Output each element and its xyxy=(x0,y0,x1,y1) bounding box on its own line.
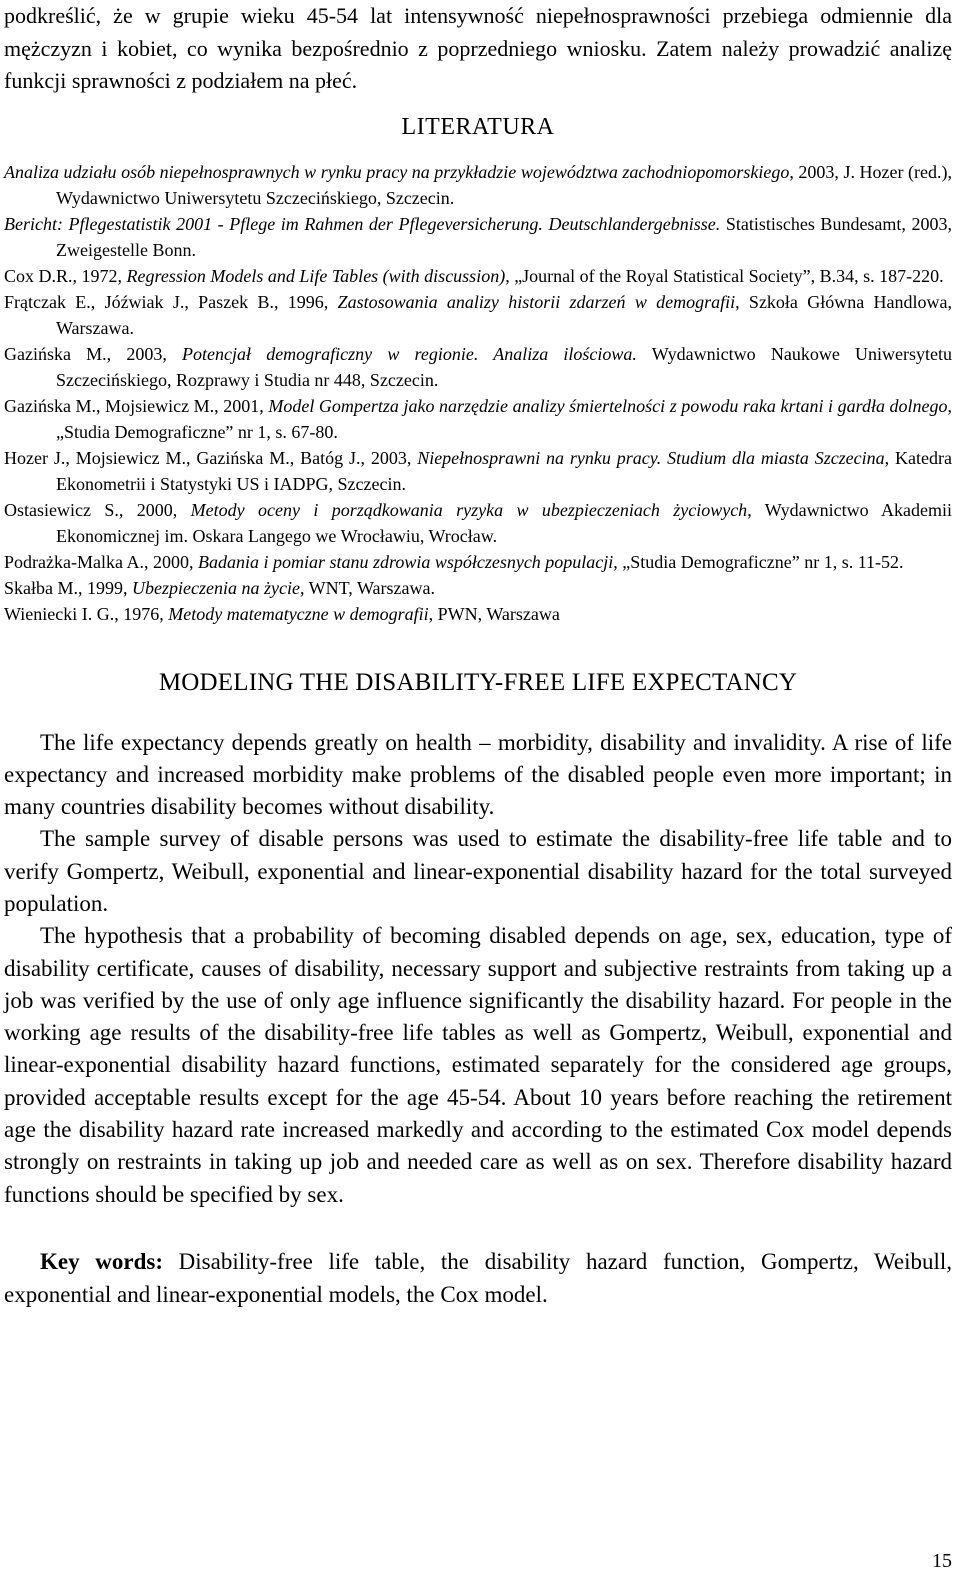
reference-text: , Szkoła Główna Handlowa, Warszawa. xyxy=(56,291,952,338)
reference-item xyxy=(4,497,952,549)
reference-text: , PWN, Warszawa xyxy=(428,603,560,624)
reference-title: Metody matematyczne w demografii xyxy=(168,603,429,624)
reference-list xyxy=(4,159,952,627)
reference-item xyxy=(4,341,952,393)
literature-heading: LITERATURA xyxy=(401,113,555,140)
intro-paragraph: podkreślić, że w grupie wieku 45-54 lat intensywność niepełnosprawności przebiega odmiennie dla mężczyzn i kobiet, co wynika bezpośrednio z poprzedniego wniosku. Zatem należy prowadzić analizę funkcji sprawności z podziałem na płeć. xyxy=(4,3,952,93)
reference-title: Badania i pomiar stanu zdrowia współczesnych populacji xyxy=(197,551,614,572)
reference-text: , WNT, Warszawa. xyxy=(299,577,435,598)
reference-item xyxy=(4,393,952,445)
reference-text: Wydawnictwo Naukowe Uniwersytetu Szczecińskiego, Rozprawy i Studia nr 448, Szczecin. xyxy=(56,343,952,390)
reference-item xyxy=(4,575,952,601)
reference-text: Gazińska M., 2003, xyxy=(4,343,183,364)
reference-item xyxy=(4,549,952,575)
keywords-text: Disability-free life table, the disability hazard function, Gompertz, Weibull, exponential and linear-exponential models, the Cox model. xyxy=(4,1248,952,1307)
reference-title: Niepełnosprawni na rynku pracy. Studium dla miasta Szczecina xyxy=(417,447,885,468)
reference-title: Potencjał demograficzny w regionie. Analiza ilościowa. xyxy=(182,343,637,364)
reference-title: Analiza udziału osób niepełnosprawnych w rynku pracy na przykładzie województwa zachodniopomorskiego xyxy=(4,161,790,182)
reference-text: , „Studia Demograficzne” nr 1, s. 11-52. xyxy=(613,551,904,572)
reference-item xyxy=(4,601,952,627)
reference-item xyxy=(4,211,952,263)
page-number: 15 xyxy=(932,1550,952,1572)
reference-item xyxy=(4,289,952,341)
reference-text: Podrażka-Malka A., 2000, xyxy=(4,551,198,572)
reference-title: Regression Models and Life Tables (with discussion) xyxy=(126,265,506,286)
keywords-label: Key words: xyxy=(40,1248,163,1274)
keywords xyxy=(4,1245,952,1311)
summary-abstract xyxy=(4,727,952,1211)
reference-title: Metody oceny i porządkowania ryzyka w ubezpieczeniach życiowych xyxy=(190,499,748,520)
reference-text: , „Journal of the Royal Statistical Society”, B.34, s. 187-220. xyxy=(505,265,944,286)
reference-text: Wieniecki I. G., 1976, xyxy=(4,603,169,624)
reference-item xyxy=(4,159,952,211)
reference-text: , Wydawnictwo Akademii Ekonomicznej im. Oskara Langego we Wrocławiu, Wrocław. xyxy=(56,499,953,546)
reference-text: Frątczak E., Jóźwiak J., Paszek B., 1996, xyxy=(4,291,338,312)
reference-text: , Katedra Ekonometrii i Statystyki US i IADPG, Szczecin. xyxy=(56,447,952,494)
reference-title: Bericht: Pflegestatistik 2001 - Pflege im Rahmen der Pflegeversicherung. Deutschlandergebnisse. xyxy=(4,213,721,234)
reference-text: Cox D.R., 1972, xyxy=(4,265,127,286)
abstract-paragraph: The sample survey of disable persons was used to estimate the disability-free life table and to verify Gompertz, Weibull, exponential and linear-exponential disability hazard for the total surveyed population. xyxy=(4,826,952,916)
reference-text: , „Studia Demograficzne” nr 1, s. 67-80. xyxy=(56,395,953,442)
summary-title: MODELING THE DISABILITY-FREE LIFE EXPECTANCY xyxy=(158,668,798,696)
reference-text: Ostasiewicz S., 2000, xyxy=(4,499,191,520)
reference-text: , 2003, J. Hozer (red.), Wydawnictwo Uniwersytetu Szczecińskiego, Szczecin. xyxy=(56,161,952,208)
reference-text: Hozer J., Mojsiewicz M., Gazińska M., Batóg J., 2003, xyxy=(4,447,418,468)
abstract-paragraph: The hypothesis that a probability of becoming disabled depends on age, sex, education, type of disability certificate, causes of disability, necessary support and subjective restraints from taking up a job was verified by the use of only age influence significantly the disability hazard. For people in the working age results of the disability-free life tables as well as Gompertz, Weibull, exponential and linear-exponential disability hazard functions, estimated separately for the considered age groups, provided acceptable results except for the age 45-54. About 10 years before reaching the retirement age the disability hazard rate increased markedly and according to the estimated Cox model depends strongly on restraints in taking up job and needed care as well as on sex. Therefore disability hazard functions should be specified by sex. xyxy=(4,923,952,1207)
reference-text: Skałba M., 1999, xyxy=(4,577,132,598)
page-body xyxy=(4,0,952,1311)
reference-title: Zastosowania analizy historii zdarzeń w demografii xyxy=(337,291,736,312)
reference-title: Model Gompertza jako narzędzie analizy śmiertelności z powodu raka krtani i gardła dolnego xyxy=(268,395,948,416)
reference-item xyxy=(4,263,952,289)
abstract-paragraph: The life expectancy depends greatly on health – morbidity, disability and invalidity. A rise of life expectancy and increased morbidity make problems of the disabled people even more important; in many countries disability becomes without disability. xyxy=(4,729,952,820)
reference-title: Ubezpieczenia na życie xyxy=(132,577,300,598)
reference-item xyxy=(4,445,952,497)
reference-text: Gazińska M., Mojsiewicz M., 2001, xyxy=(4,395,269,416)
reference-text: Statistisches Bundesamt, 2003, Zweigestelle Bonn. xyxy=(56,213,952,260)
